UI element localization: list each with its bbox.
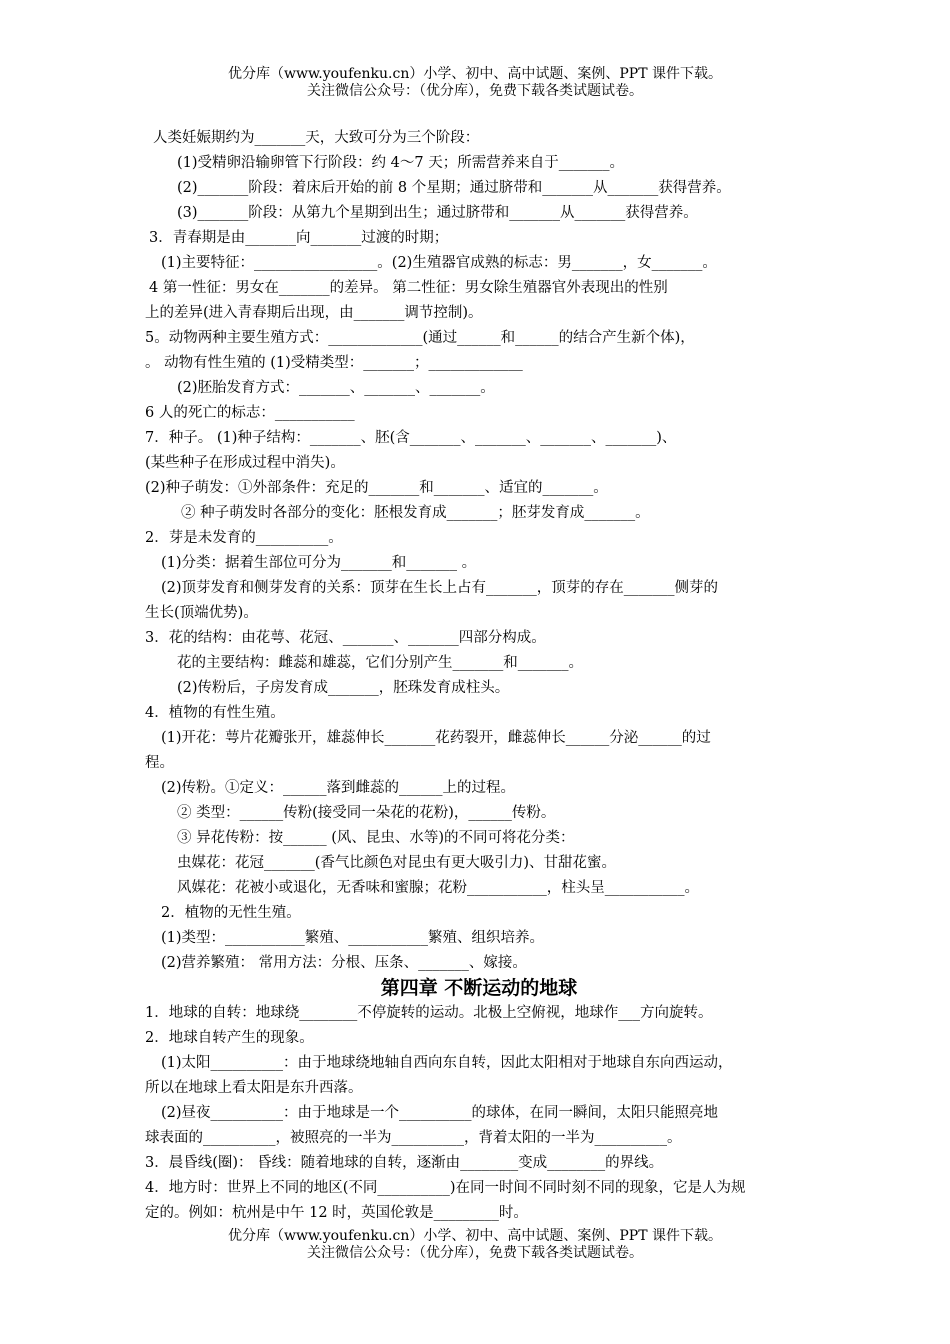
footer-line-1: 优分库（www.youfenku.cn）小学、初中、高中试题、案例、PPT 课件下载。 bbox=[227, 1228, 722, 1244]
text-line: ③ 异花传粉：按______ (风、昆虫、水等)的不同可将花分类： bbox=[177, 830, 575, 846]
text-line: (1)受精卵沿输卵管下行阶段：约 4～7 天；所需营养来自于_______。 bbox=[177, 155, 624, 171]
text-line: 5。动物两种主要生殖方式：_____________(通过______和______的结合产生新个体)， bbox=[145, 330, 695, 346]
text-line: (某些种子在形成过程中消失)。 bbox=[145, 455, 345, 471]
text-line: 2．地球自转产生的现象。 bbox=[145, 1030, 314, 1046]
header-line-1: 优分库（www.youfenku.cn）小学、初中、高中试题、案例、PPT 课件下载。 bbox=[227, 66, 722, 82]
text-line: 定的。例如：杭州是中午 12 时，英国伦敦是_________时。 bbox=[145, 1205, 528, 1221]
text-line: ② 种子萌发时各部分的变化：胚根发育成_______；胚芽发育成_______。 bbox=[181, 505, 650, 521]
text-line: (2)顶芽发育和侧芽发育的关系：顶芽在生长上占有_______，顶芽的存在_______侧芽的 bbox=[161, 580, 719, 596]
page-header bbox=[0, 66, 950, 100]
text-line: 生长(顶端优势)。 bbox=[145, 605, 258, 621]
text-line: 球表面的__________，被照亮的一半为__________，背着太阳的一半为__________。 bbox=[145, 1130, 682, 1146]
text-line: (2)种子萌发：①外部条件：充足的_______和_______、适宜的_______。 bbox=[145, 480, 608, 496]
text-line: (3)_______阶段：从第九个星期到出生；通过脐带和_______从_______获得营养。 bbox=[177, 205, 698, 221]
text-line: 2．芽是未发育的__________。 bbox=[145, 530, 343, 546]
text-line: (2)胚胎发育方式：_______、_______、_______。 bbox=[177, 380, 495, 396]
text-line: 4．植物的有性生殖。 bbox=[145, 705, 285, 721]
text-line: 人类妊娠期约为_______天，大致可分为三个阶段： bbox=[153, 130, 480, 146]
text-line: 风媒花：花被小或退化，无香味和蜜腺；花粉___________，柱头呈___________。 bbox=[177, 880, 699, 896]
text-line: 3．花的结构：由花萼、花冠、_______、_______四部分构成。 bbox=[145, 630, 546, 646]
document-body bbox=[145, 126, 813, 1226]
text-line: (2)传粉。①定义：______落到雌蕊的______上的过程。 bbox=[161, 780, 516, 796]
footer-line-2: 关注微信公众号：（优分库），免费下载各类试题试卷。 bbox=[307, 1245, 643, 1261]
page-footer bbox=[0, 1228, 950, 1262]
text-line: 花的主要结构：雌蕊和雄蕊，它们分别产生_______和_______。 bbox=[177, 655, 583, 671]
text-line: 3．青春期是由_______向_______过渡的时期； bbox=[149, 230, 449, 246]
text-line: (1)开花：萼片花瓣张开，雄蕊伸长_______花药裂开，雌蕊伸长______分泌______的过 bbox=[161, 730, 711, 746]
text-line: 4 第一性征：男女在_______的差异。 第二性征：男女除生殖器官外表现出的性别 bbox=[149, 280, 668, 296]
text-line: 6 人的死亡的标志：___________ bbox=[145, 405, 355, 421]
text-line: (1)主要特征：_________________。(2)生殖器官成熟的标志：男_______，女_______。 bbox=[161, 255, 717, 271]
text-line: 7．种子。 (1)种子结构：_______、胚(含_______、_______、_______、_______)、 bbox=[145, 430, 677, 446]
text-line: (2)_______阶段：着床后开始的前 8 个星期；通过脐带和_______从_______获得营养。 bbox=[177, 180, 731, 196]
text-line: 4．地方时：世界上不同的地区(不同__________)在同一时间不同时刻不同的现象，它是人为规 bbox=[145, 1180, 746, 1196]
text-line: (1)分类：据着生部位可分为_______和_______ 。 bbox=[161, 555, 477, 571]
text-line: 2．植物的无性生殖。 bbox=[161, 905, 301, 921]
header-line-2: 关注微信公众号：（优分库），免费下载各类试题试卷。 bbox=[307, 83, 643, 99]
text-line: ② 类型：______传粉(接受同一朵花的花粉)，______传粉。 bbox=[177, 805, 556, 821]
text-line: (2)昼夜__________：由于地球是一个__________的球体，在同一瞬间，太阳只能照亮地 bbox=[161, 1105, 719, 1121]
text-line: (2)传粉后，子房发育成_______，胚珠发育成柱头。 bbox=[177, 680, 510, 696]
text-line: (1)太阳__________：由于地球绕地轴自西向东自转，因此太阳相对于地球自东向西运动， bbox=[161, 1055, 733, 1071]
chapter-title: 第四章 不断运动的地球 bbox=[380, 977, 578, 999]
text-line: 所以在地球上看太阳是东升西落。 bbox=[145, 1080, 363, 1096]
text-line: (1)类型：___________繁殖、___________繁殖、组织培养。 bbox=[161, 930, 545, 946]
text-line: 。 动物有性生殖的 (1)受精类型：_______；_____________ bbox=[145, 355, 523, 371]
text-line: 3．晨昏线(圈)： 昏线：随着地球的自转，逐渐由________变成________的界线。 bbox=[145, 1155, 664, 1171]
text-line: (2)营养繁殖： 常用方法：分根、压条、_______、嫁接。 bbox=[161, 955, 527, 971]
text-line: 1．地球的自转：地球绕________不停旋转的运动。北极上空俯视，地球作___方向旋转。 bbox=[145, 1005, 713, 1021]
text-line: 程。 bbox=[145, 755, 174, 771]
text-line: 虫媒花：花冠_______(香气比颜色对昆虫有更大吸引力)、甘甜花蜜。 bbox=[177, 855, 617, 871]
text-line: 上的差异(进入青春期后出现，由_______调节控制)。 bbox=[145, 305, 483, 321]
